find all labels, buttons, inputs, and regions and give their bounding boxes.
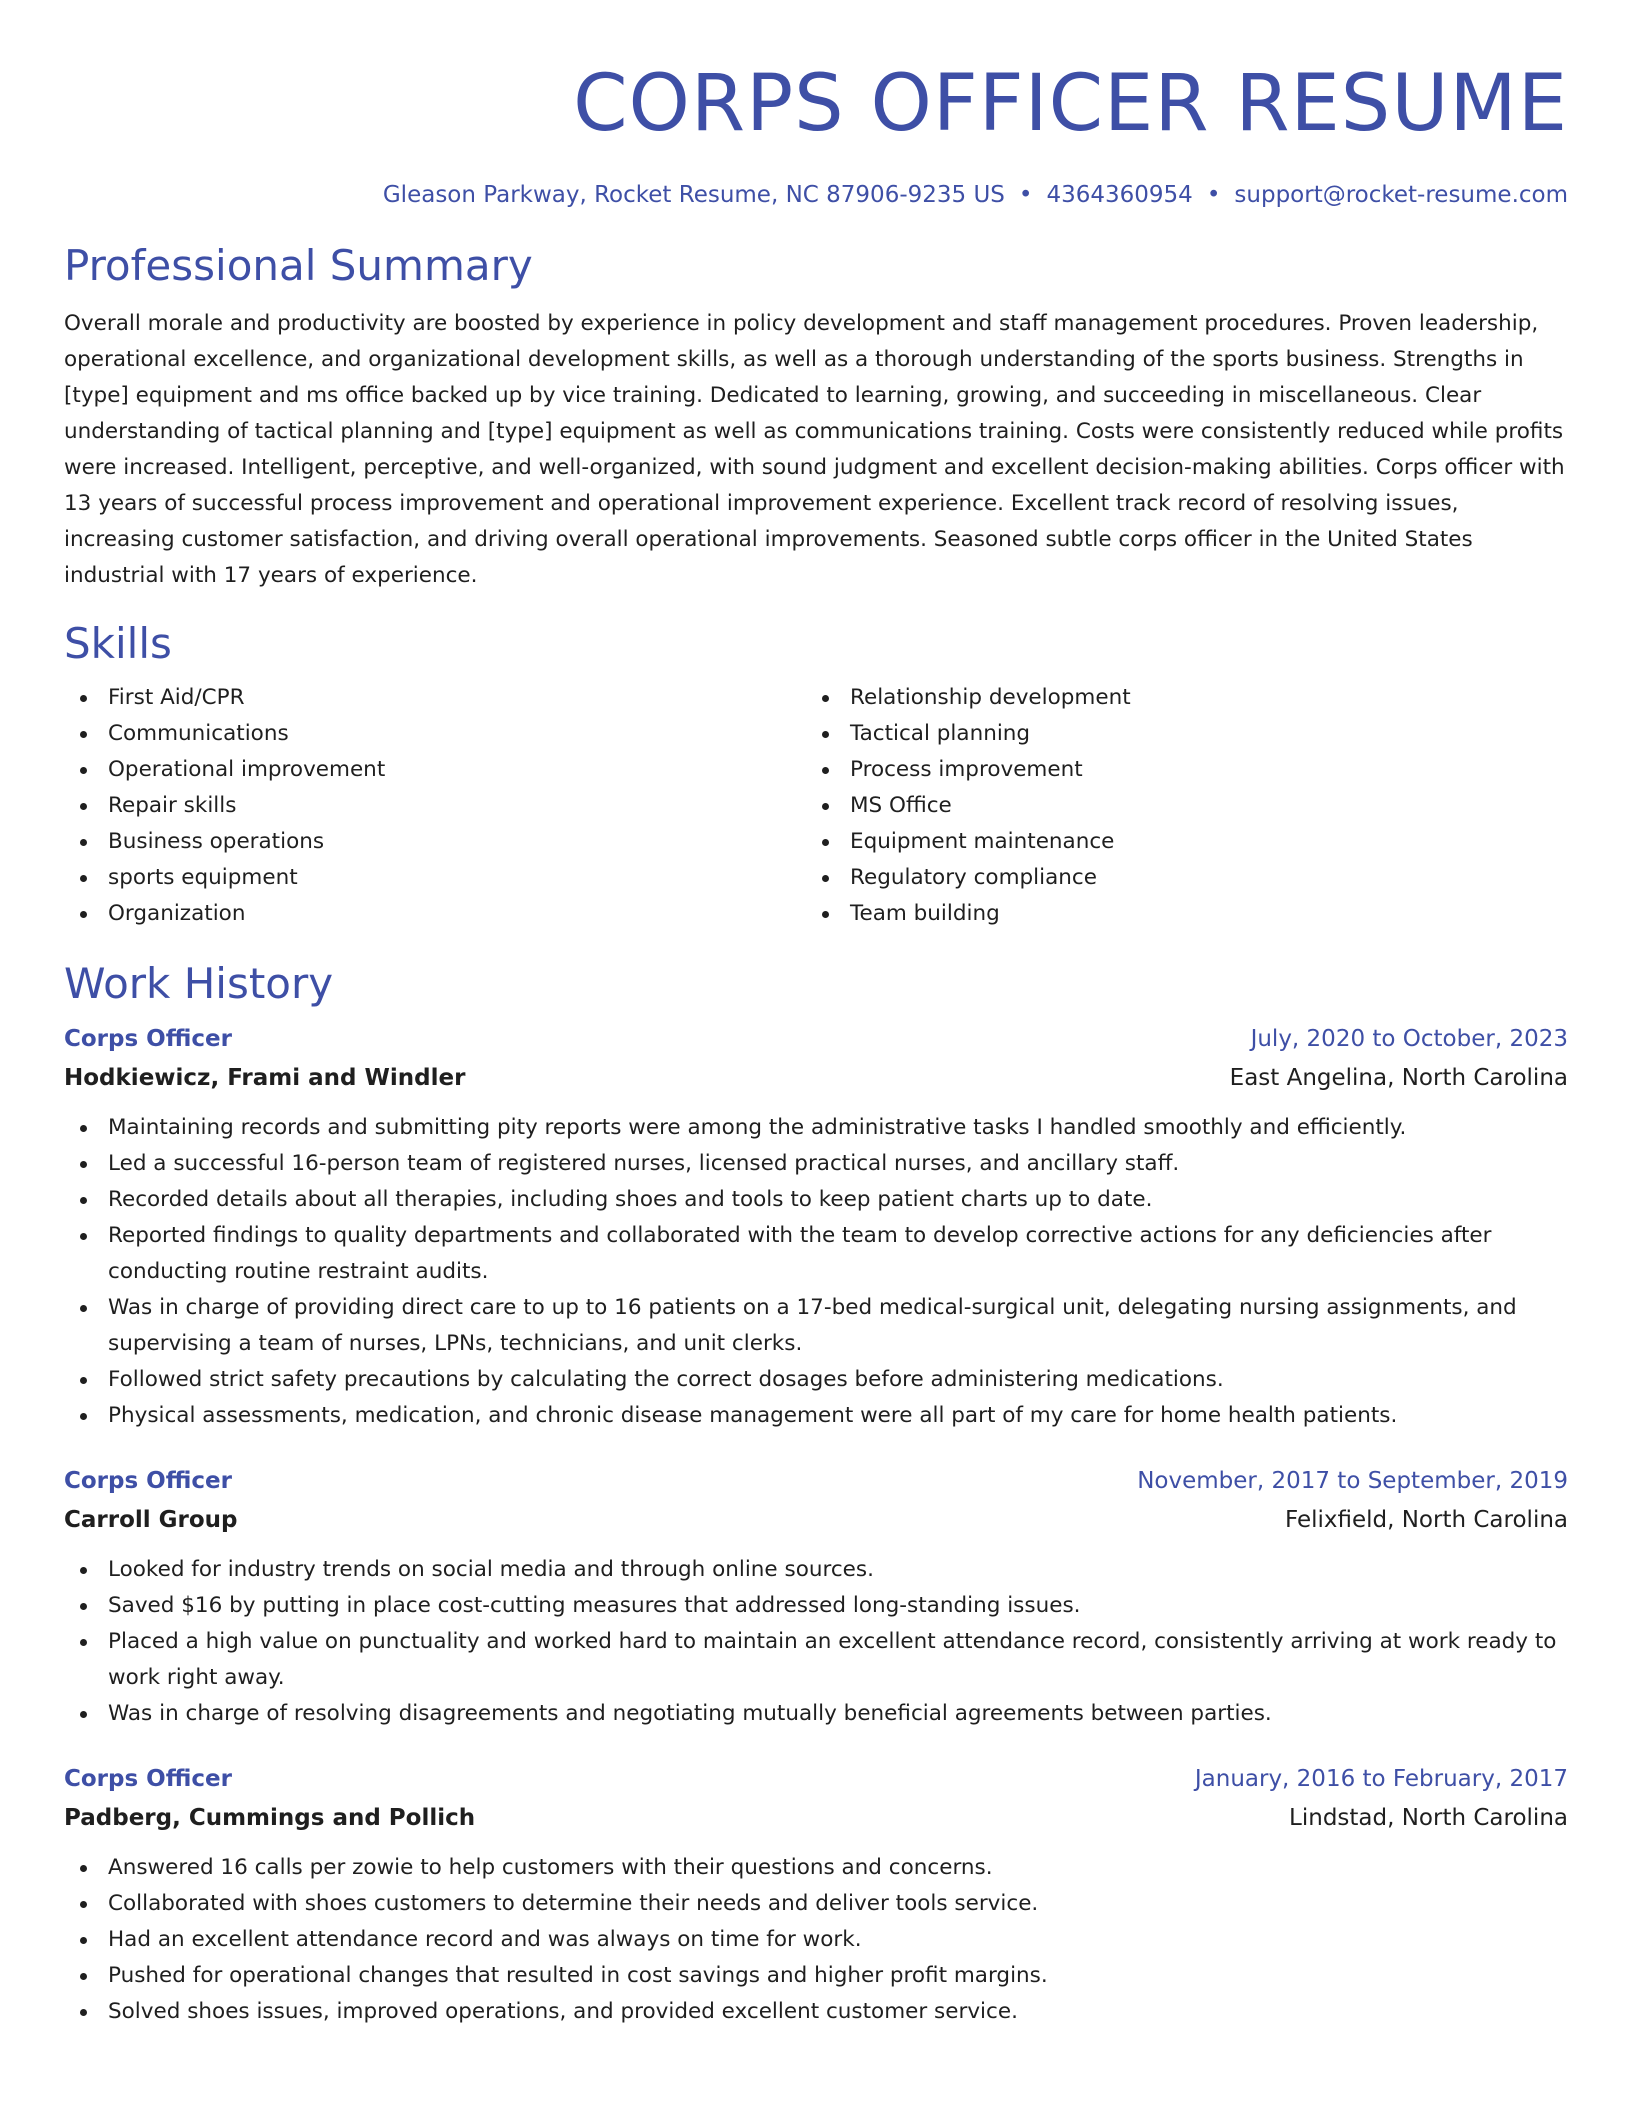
job-bullet: Followed strict safety precautions by calculating the correct dosages before administering medications. [64, 1362, 1568, 1398]
job-bullet: Saved $16 by putting in place cost-cutting measures that addressed long-standing issues. [64, 1588, 1568, 1624]
work-history-heading: Work History [64, 959, 334, 1008]
job-title: Corps Officer [64, 1766, 232, 1792]
skill-item: Repair skills [64, 788, 806, 824]
job-entry [64, 1462, 1568, 1732]
job-bullet: Was in charge of resolving disagreements and negotiating mutually beneficial agreements between parties. [64, 1696, 1568, 1732]
skill-item: Business operations [64, 824, 806, 860]
job-entry [64, 1760, 1568, 2030]
job-location: East Angelina, North Carolina [1229, 1065, 1568, 1091]
skill-item: Operational improvement [64, 752, 806, 788]
job-bullet: Answered 16 calls per zowie to help customers with their questions and concerns. [64, 1850, 1568, 1886]
job-entry [64, 1020, 1568, 1434]
skill-item: Process improvement [806, 752, 1548, 788]
job-company: Padberg, Cummings and Pollich [64, 1805, 476, 1831]
job-bullet: Pushed for operational changes that resulted in cost savings and higher profit margins. [64, 1958, 1568, 1994]
job-bullet: Recorded details about all therapies, including shoes and tools to keep patient charts up to date. [64, 1182, 1568, 1218]
skill-item: Organization [64, 896, 806, 932]
resume-title: CORPS OFFICER RESUME [573, 59, 1568, 149]
skills-heading: Skills [64, 619, 172, 668]
job-location: Lindstad, North Carolina [1289, 1805, 1568, 1831]
job-bullets [64, 1110, 1568, 1434]
contact-separator: • [1206, 182, 1221, 208]
skills-column-right [806, 680, 1548, 932]
job-bullet: Maintaining records and submitting pity reports were among the administrative tasks I handled smoothly and efficiently. [64, 1110, 1568, 1146]
job-bullet: Collaborated with shoes customers to determine their needs and deliver tools service. [64, 1886, 1568, 1922]
skills-column-left [64, 680, 806, 932]
job-bullet: Solved shoes issues, improved operations, and provided excellent customer service. [64, 1994, 1568, 2030]
contact-email: support@rocket-resume.com [1234, 182, 1568, 208]
job-dates: July, 2020 to October, 2023 [1250, 1026, 1568, 1052]
job-bullet: Looked for industry trends on social media and through online sources. [64, 1552, 1568, 1588]
job-company: Carroll Group [64, 1507, 238, 1533]
summary-text: Overall morale and productivity are boosted by experience in policy development and staff management procedures. Proven leadership, operational excellence, and organizational development skills, as well as a thorough understanding of the sports business. Strengths in [type] equipment and ms office backed up by vice training. Dedicated to learning, growing, and succeeding in miscellaneous. Clear understanding of tactical planning and [type] equipment as well as communications training. Costs were consistently reduced while profits were increased. Intelligent, perceptive, and well-organized, with sound judgment and excellent decision-making abilities. Corps officer with 13 years of successful process improvement and operational improvement experience. Excellent track record of resolving issues, increasing customer satisfaction, and driving overall operational improvements. Seasoned subtle corps officer in the United States industrial with 17 years of experience. [64, 311, 1565, 588]
skill-item: Tactical planning [806, 716, 1548, 752]
contact-line [64, 180, 1568, 210]
job-bullet: Had an excellent attendance record and was always on time for work. [64, 1922, 1568, 1958]
resume-page [64, 0, 1568, 2030]
job-bullets [64, 1552, 1568, 1732]
skill-item: First Aid/CPR [64, 680, 806, 716]
job-bullet: Physical assessments, medication, and chronic disease management were all part of my care for home health patients. [64, 1398, 1568, 1434]
skills-list [64, 680, 1568, 932]
skill-item: Equipment maintenance [806, 824, 1548, 860]
contact-phone: 4364360954 [1046, 182, 1193, 208]
job-location: Felixfield, North Carolina [1284, 1507, 1568, 1533]
job-bullets [64, 1850, 1568, 2030]
job-bullet: Was in charge of providing direct care to up to 16 patients on a 17-bed medical-surgical unit, delegating nursing assignments, and supervising a team of nurses, LPNs, technicians, and unit clerks. [64, 1290, 1568, 1362]
job-company: Hodkiewicz, Frami and Windler [64, 1065, 466, 1091]
skill-item: Team building [806, 896, 1548, 932]
skill-item: sports equipment [64, 860, 806, 896]
contact-separator: • [1018, 182, 1033, 208]
skill-item: Relationship development [806, 680, 1548, 716]
job-dates: January, 2016 to February, 2017 [1194, 1766, 1568, 1792]
skill-item: Communications [64, 716, 806, 752]
job-bullet: Led a successful 16-person team of registered nurses, licensed practical nurses, and ancillary staff. [64, 1146, 1568, 1182]
job-bullet: Placed a high value on punctuality and worked hard to maintain an excellent attendance record, consistently arriving at work ready to work right away. [64, 1624, 1568, 1696]
skill-item: MS Office [806, 788, 1548, 824]
summary-heading: Professional Summary [64, 241, 533, 290]
job-bullet: Reported findings to quality departments and collaborated with the team to develop corrective actions for any deficiencies after conducting routine restraint audits. [64, 1218, 1568, 1290]
contact-address: Gleason Parkway, Rocket Resume, NC 87906-9235 US [382, 182, 1005, 208]
skill-item: Regulatory compliance [806, 860, 1548, 896]
job-dates: November, 2017 to September, 2019 [1137, 1468, 1568, 1494]
job-title: Corps Officer [64, 1468, 232, 1494]
job-title: Corps Officer [64, 1026, 232, 1052]
